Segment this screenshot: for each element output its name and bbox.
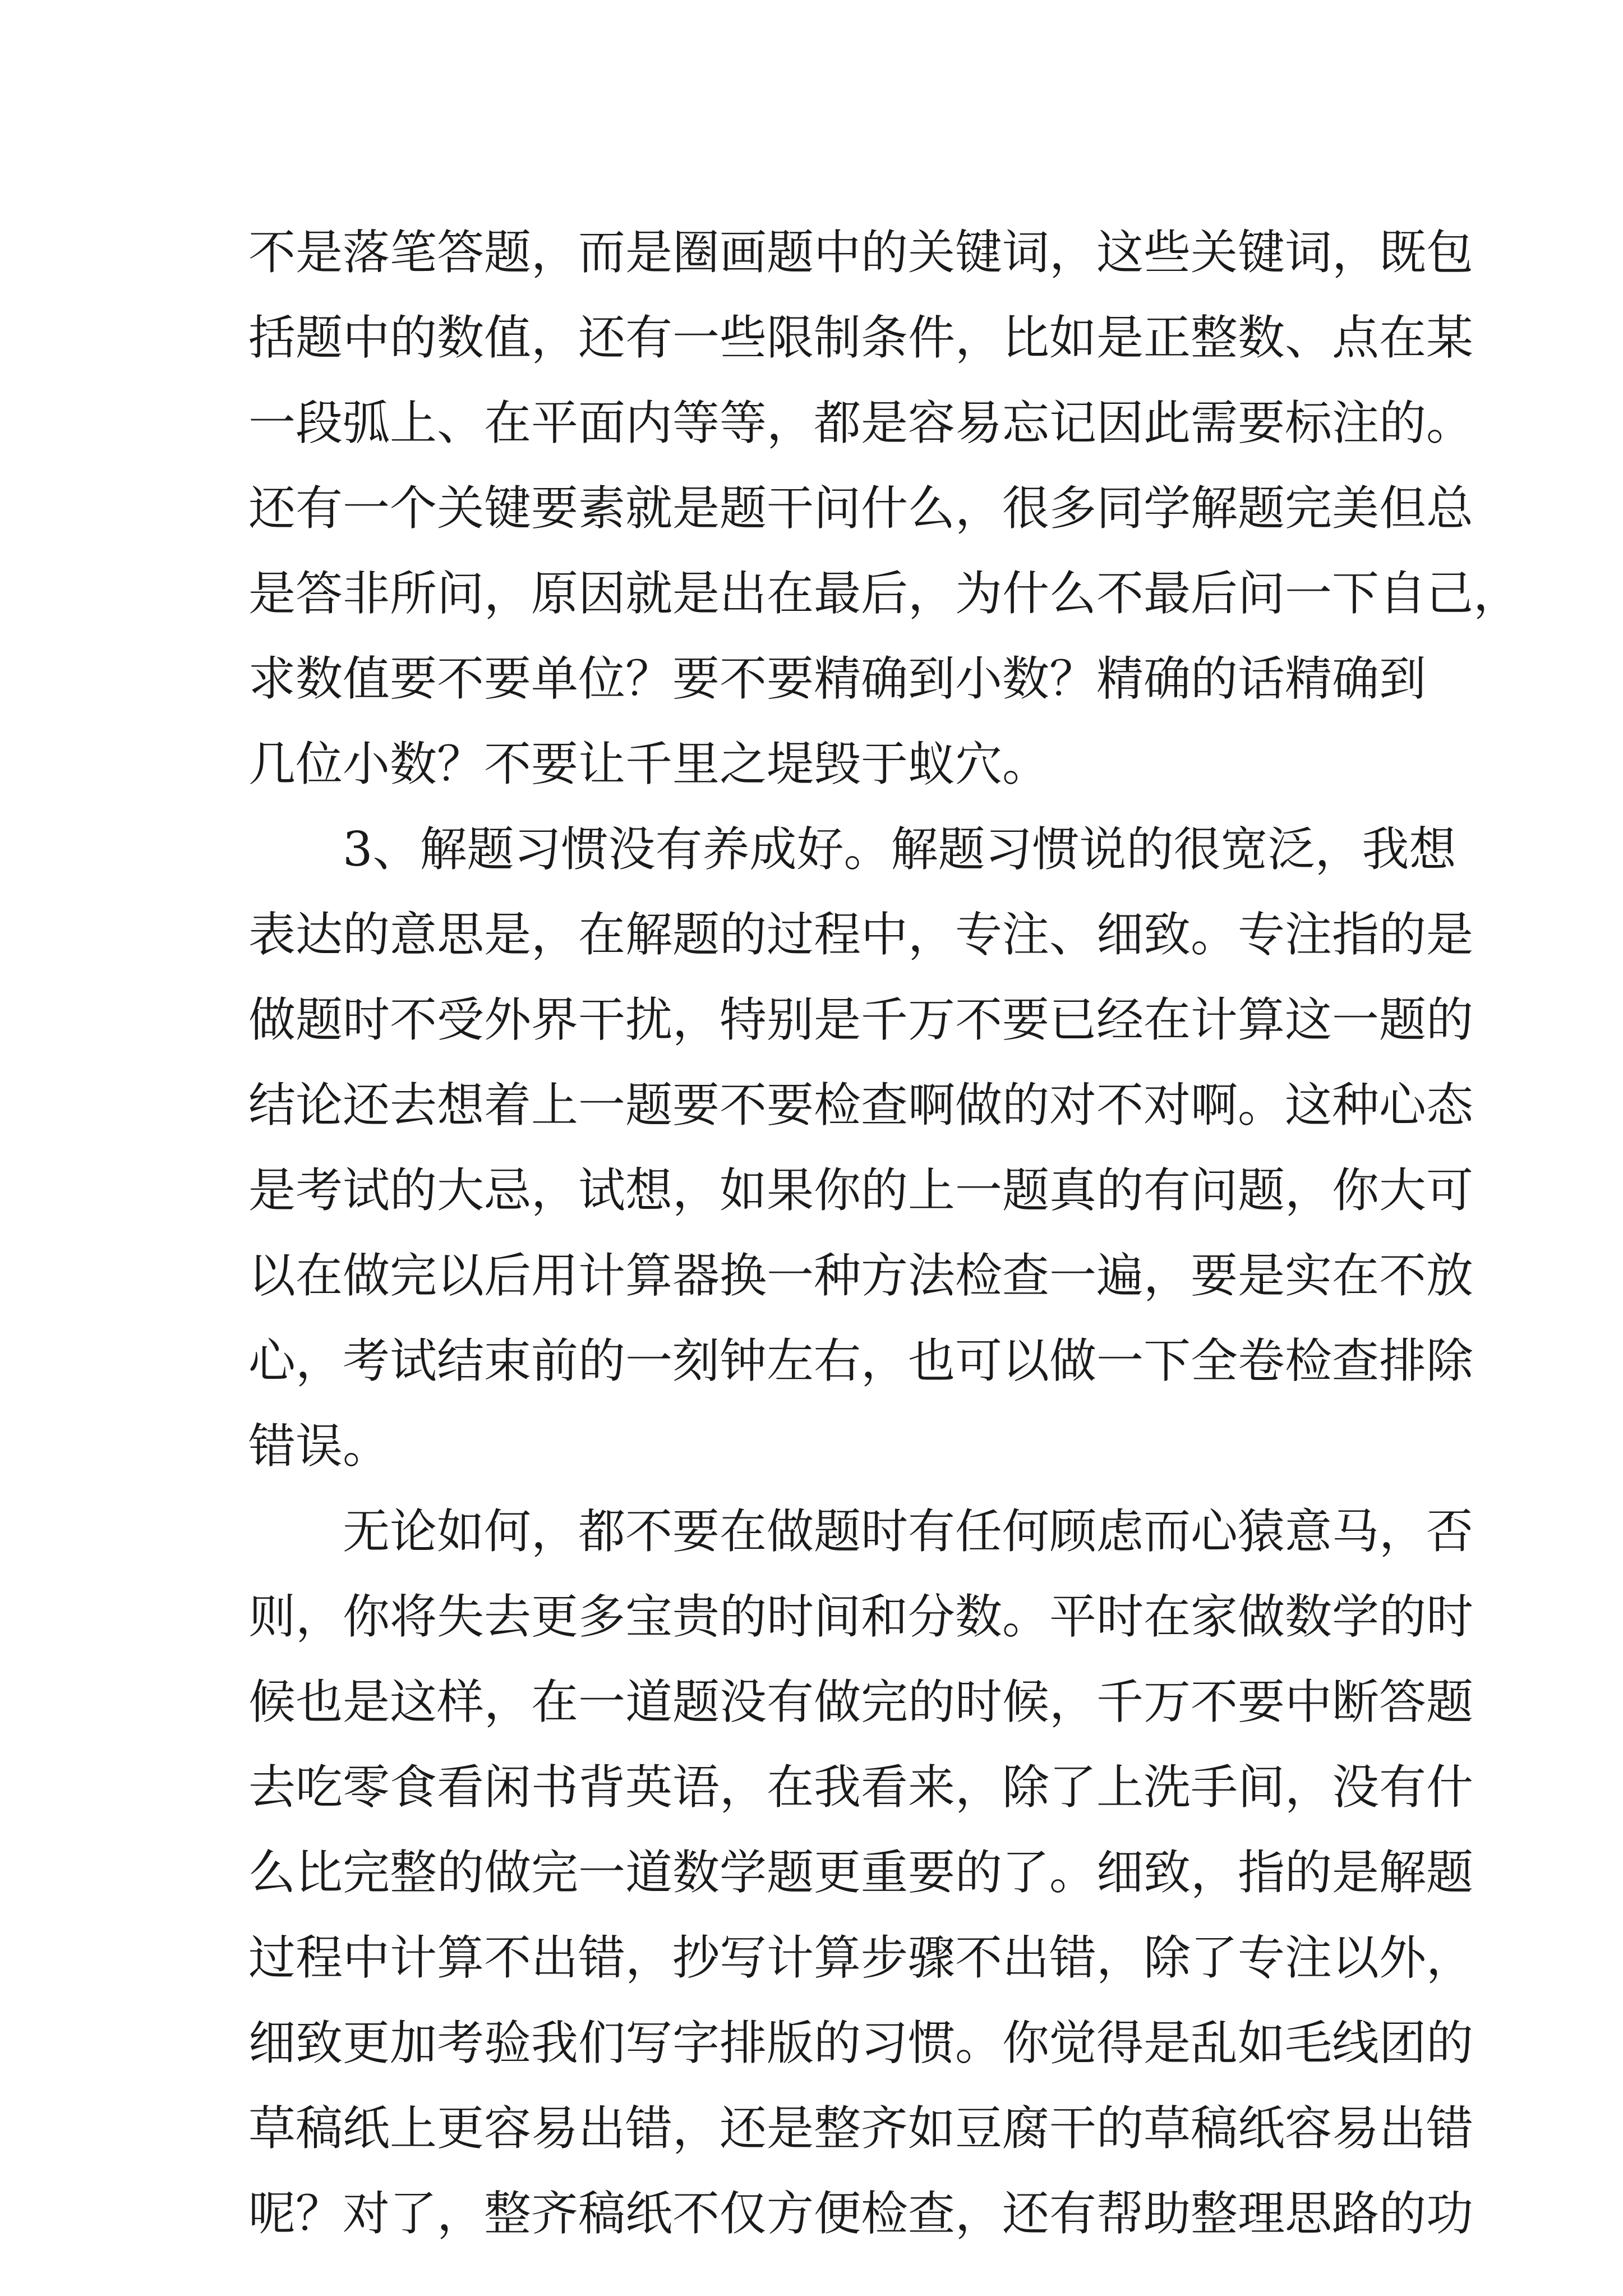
text-line: 心，考试结束前的一刻钟左右，也可以做一下全卷检查排除 bbox=[248, 1333, 1474, 1388]
text-line: 错误。 bbox=[248, 1419, 390, 1474]
text-line: 求数值要不要单位？要不要精确到小数？精确的话精确到 bbox=[248, 651, 1427, 706]
text-line: 是答非所问，原因就是出在最后，为什么不最后问一下自己， bbox=[248, 566, 1521, 621]
text-line: 表达的意思是，在解题的过程中，专注、细致。专注指的是 bbox=[248, 907, 1474, 962]
text-line: 做题时不受外界干扰，特别是千万不要已经在计算这一题的 bbox=[248, 992, 1474, 1047]
text-line: 一段弧上、在平面内等等，都是容易忘记因此需要标注的。 bbox=[248, 395, 1474, 450]
paragraph-first-line: 3、解题习惯没有养成好。解题习惯说的很宽泛，我想 bbox=[343, 822, 1456, 877]
text-line: 呢？对了，整齐稿纸不仅方便检查，还有帮助整理思路的功 bbox=[248, 2186, 1474, 2241]
text-line: 括题中的数值，还有一些限制条件，比如是正整数、点在某 bbox=[248, 310, 1474, 365]
body-text bbox=[248, 210, 1521, 2256]
text-line: 去吃零食看闲书背英语，在我看来，除了上洗手间，没有什 bbox=[248, 1760, 1474, 1815]
text-line: 是考试的大忌，试想，如果你的上一题真的有问题，你大可 bbox=[248, 1163, 1474, 1218]
text-line: 则，你将失去更多宝贵的时间和分数。平时在家做数学的时 bbox=[248, 1589, 1474, 1644]
text-line: 几位小数？不要让千里之堤毁于蚁穴。 bbox=[248, 737, 1050, 792]
text-line: 草稿纸上更容易出错，还是整齐如豆腐干的草稿纸容易出错 bbox=[248, 2101, 1474, 2156]
text-line: 候也是这样，在一道题没有做完的时候，千万不要中断答题 bbox=[248, 1674, 1474, 1729]
text-line: 以在做完以后用计算器换一种方法检查一遍，要是实在不放 bbox=[248, 1248, 1474, 1303]
text-line: 过程中计算不出错，抄写计算步骤不出错，除了专注以外， bbox=[248, 1930, 1474, 1985]
text-line: 不是落笔答题，而是圈画题中的关键词，这些关键词，既包 bbox=[248, 225, 1474, 280]
text-line: 细致更加考验我们写字排版的习惯。你觉得是乱如毛线团的 bbox=[248, 2016, 1474, 2070]
text-line: 么比完整的做完一道数学题更重要的了。细致，指的是解题 bbox=[248, 1845, 1474, 1900]
paragraph-first-line: 无论如何，都不要在做题时有任何顾虑而心猿意马，否 bbox=[343, 1504, 1474, 1559]
text-line: 结论还去想着上一题要不要检查啊做的对不对啊。这种心态 bbox=[248, 1078, 1474, 1133]
text-line: 还有一个关键要素就是题干问什么，很多同学解题完美但总 bbox=[248, 481, 1474, 536]
